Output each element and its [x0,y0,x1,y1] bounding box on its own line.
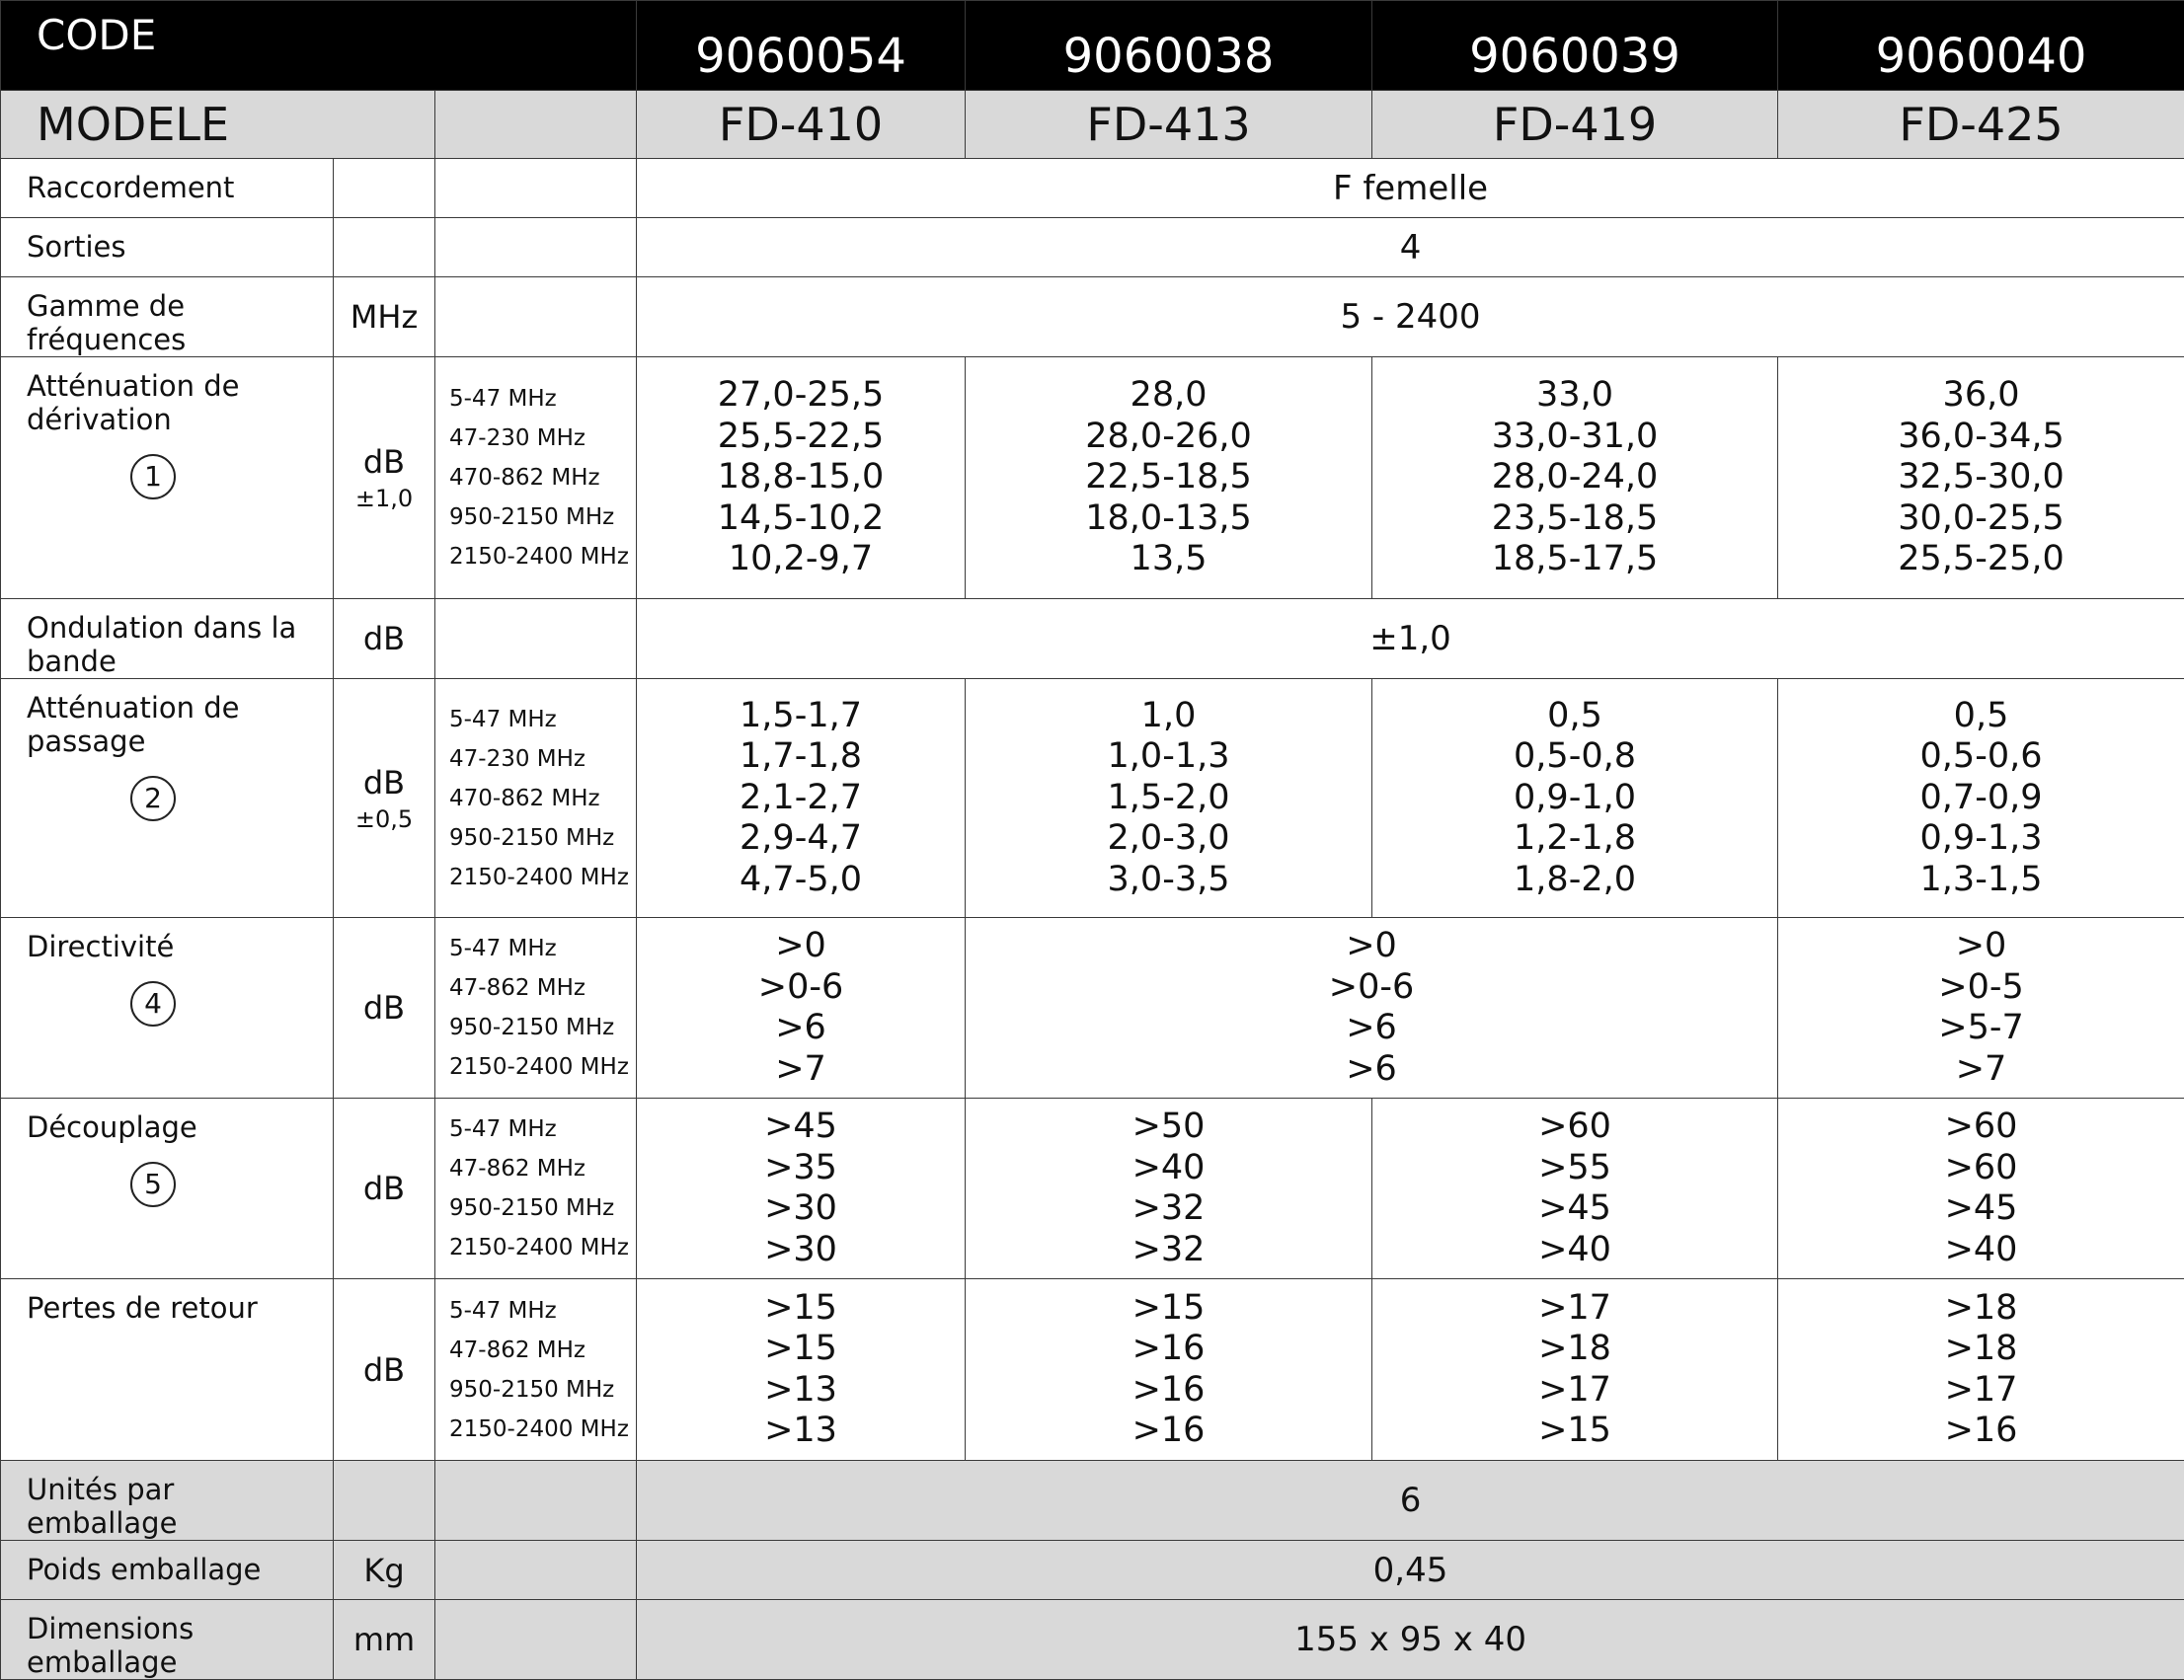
spec-value: >16 [966,1370,1371,1412]
circled-marker: 2 [130,776,176,821]
unit-label: dB [363,443,405,481]
spec-value: >7 [1778,1049,2184,1091]
spec-value: 1,7-1,8 [637,736,965,778]
unit-label: dB [363,764,405,802]
code-value: 9060039 [1372,1,1778,91]
value-cell [637,918,966,1099]
param-value: 5 - 2400 [637,277,2184,357]
value-list [637,375,965,580]
spec-value: >32 [966,1230,1371,1271]
range-cell [435,599,637,679]
spec-value: >13 [637,1370,965,1412]
spec-value: 28,0-24,0 [1372,457,1777,498]
value-cell [637,1099,966,1279]
spec-value: 1,0-1,3 [966,736,1371,778]
frequency-range: 950-2150 MHz [449,497,636,537]
param-value: 6 [637,1461,2184,1541]
row-raccordement [1,159,2184,218]
unit-cell: MHz [334,277,435,357]
circled-marker: 4 [130,981,176,1027]
spec-value: 23,5-18,5 [1372,498,1777,540]
unit-cell: dB [334,599,435,679]
spec-value: 4,7-5,0 [637,860,965,901]
spec-value: >40 [1778,1230,2184,1271]
spec-value: >16 [1778,1411,2184,1452]
value-cell [966,357,1372,599]
spec-value: >18 [1372,1329,1777,1370]
frequency-range: 5-47 MHz [449,379,636,419]
param-value: 0,45 [637,1541,2184,1600]
value-cell [1778,357,2184,599]
param-label: Poids emballage [1,1541,334,1600]
unit-cell: Kg [334,1541,435,1600]
value-cell [637,679,966,918]
value-cell [1372,357,1778,599]
value-list [1372,696,1777,901]
spec-value: >18 [1778,1288,2184,1330]
range-cell [435,1600,637,1680]
spec-value: >15 [1372,1411,1777,1452]
value-list [966,926,1777,1090]
value-list [966,1288,1371,1452]
param-label: Dimensions emballage [1,1600,334,1680]
param-label-cell [1,918,334,1099]
spec-value: 25,5-25,0 [1778,539,2184,580]
range-list [449,700,636,897]
value-list [966,375,1371,580]
spec-value: >40 [1372,1230,1777,1271]
row-passage [1,679,2184,918]
spec-value: >6 [637,1008,965,1049]
model-value: FD-425 [1778,91,2184,159]
range-cell [435,918,637,1099]
model-value: FD-413 [966,91,1372,159]
spec-value: 18,0-13,5 [966,498,1371,540]
spec-value: 14,5-10,2 [637,498,965,540]
code-row [1,1,2184,91]
value-cell [966,918,1778,1099]
param-label: Directivité [27,930,333,963]
param-label: Gamme de fréquences [1,277,334,357]
spec-value: 1,0 [966,696,1371,737]
value-list [1778,696,2184,901]
unit-cell: dB [334,1099,435,1279]
range-cell [435,159,637,218]
frequency-range: 5-47 MHz [449,1109,636,1149]
spec-value: >16 [966,1411,1371,1452]
spec-value: 25,5-22,5 [637,417,965,458]
value-cell [1372,1099,1778,1279]
spec-value: >15 [637,1329,965,1370]
value-list [1778,1288,2184,1452]
unit-cell [334,1461,435,1541]
spec-value: >18 [1778,1329,2184,1370]
row-dimensions [1,1600,2184,1680]
row-ondulation [1,599,2184,679]
range-cell [435,218,637,277]
value-list [966,1107,1371,1270]
spec-value: 36,0 [1778,375,2184,417]
spec-value: >6 [966,1049,1777,1091]
param-value: 155 x 95 x 40 [637,1600,2184,1680]
spec-value: >50 [966,1107,1371,1148]
row-pertes [1,1279,2184,1461]
frequency-range: 47-230 MHz [449,739,636,779]
model-value: FD-410 [637,91,966,159]
spec-value: 27,0-25,5 [637,375,965,417]
value-list [1372,1288,1777,1452]
spec-value: 1,3-1,5 [1778,860,2184,901]
frequency-range: 950-2150 MHz [449,1008,636,1047]
row-poids [1,1541,2184,1600]
spec-value: 1,5-2,0 [966,778,1371,819]
spec-value: >16 [966,1329,1371,1370]
empty-cell [435,91,637,159]
spec-value: 1,2-1,8 [1372,818,1777,860]
value-cell [966,679,1372,918]
value-list [637,1107,965,1270]
spec-value: 0,9-1,0 [1372,778,1777,819]
frequency-range: 2150-2400 MHz [449,1228,636,1267]
spec-value: 36,0-34,5 [1778,417,2184,458]
spec-value: 18,8-15,0 [637,457,965,498]
row-sorties [1,218,2184,277]
spec-value: 13,5 [966,539,1371,580]
frequency-range: 2150-2400 MHz [449,1410,636,1449]
param-label-cell [1,357,334,599]
spec-value: 0,5-0,8 [1372,736,1777,778]
spec-value: >17 [1778,1370,2184,1412]
row-directivite [1,918,2184,1099]
value-cell [1372,1279,1778,1461]
code-label: CODE [1,1,637,91]
range-cell [435,679,637,918]
unit-cell: dB [334,1279,435,1461]
frequency-range: 2150-2400 MHz [449,537,636,576]
spec-value: >45 [1778,1188,2184,1230]
value-list [637,926,965,1090]
spec-value: >17 [1372,1288,1777,1330]
value-cell [1778,679,2184,918]
spec-value: 0,5-0,6 [1778,736,2184,778]
param-label: Pertes de retour [1,1279,334,1461]
tolerance-label: ±0,5 [334,805,434,833]
code-value: 9060038 [966,1,1372,91]
param-label: Ondulation dans la bande [1,599,334,679]
value-cell [966,1099,1372,1279]
spec-value: >35 [637,1148,965,1189]
param-label: Atténuation de passage [27,691,333,758]
param-label: Sorties [1,218,334,277]
spec-value: >13 [637,1411,965,1452]
spec-value: >0-6 [966,967,1777,1009]
frequency-range: 47-862 MHz [449,1331,636,1370]
value-list [637,696,965,901]
frequency-range: 950-2150 MHz [449,1188,636,1228]
frequency-range: 5-47 MHz [449,1291,636,1331]
range-cell [435,357,637,599]
value-cell [966,1279,1372,1461]
range-cell [435,1461,637,1541]
frequency-range: 47-230 MHz [449,419,636,458]
range-cell [435,1541,637,1600]
param-value: ±1,0 [637,599,2184,679]
spec-value: >0-6 [637,967,965,1009]
spec-value: 32,5-30,0 [1778,457,2184,498]
frequency-range: 5-47 MHz [449,700,636,739]
spec-value: >60 [1778,1107,2184,1148]
frequency-range: 2150-2400 MHz [449,858,636,897]
spec-value: >0-5 [1778,967,2184,1009]
spec-value: 0,5 [1372,696,1777,737]
param-value: F femelle [637,159,2184,218]
spec-value: 0,7-0,9 [1778,778,2184,819]
row-gamme [1,277,2184,357]
frequency-range: 950-2150 MHz [449,1370,636,1410]
value-list [1372,1107,1777,1270]
spec-value: >5-7 [1778,1008,2184,1049]
value-list [1778,1107,2184,1270]
spec-value: >0 [637,926,965,967]
unit-cell: dB [334,918,435,1099]
frequency-range: 470-862 MHz [449,779,636,818]
spec-value: >55 [1372,1148,1777,1189]
value-cell [1778,918,2184,1099]
range-list [449,379,636,576]
unit-cell [334,218,435,277]
spec-value: >17 [1372,1370,1777,1412]
circled-marker: 1 [130,454,176,499]
unit-cell: mm [334,1600,435,1680]
spec-value: 30,0-25,5 [1778,498,2184,540]
row-decouplage [1,1099,2184,1279]
model-value: FD-419 [1372,91,1778,159]
spec-value: >45 [637,1107,965,1148]
spec-value: >60 [1372,1107,1777,1148]
spec-value: 28,0 [966,375,1371,417]
frequency-range: 47-862 MHz [449,968,636,1008]
value-list [1778,926,2184,1090]
param-label: Raccordement [1,159,334,218]
spec-value: >30 [637,1188,965,1230]
spec-value: 3,0-3,5 [966,860,1371,901]
spec-value: >60 [1778,1148,2184,1189]
frequency-range: 47-862 MHz [449,1149,636,1188]
spec-value: 22,5-18,5 [966,457,1371,498]
spec-value: 1,5-1,7 [637,696,965,737]
spec-value: >40 [966,1148,1371,1189]
spec-value: 10,2-9,7 [637,539,965,580]
value-cell [1372,679,1778,918]
spec-value: 28,0-26,0 [966,417,1371,458]
unit-cell [334,679,435,918]
frequency-range: 5-47 MHz [449,929,636,968]
range-cell [435,1099,637,1279]
spec-value: 2,1-2,7 [637,778,965,819]
param-value: 4 [637,218,2184,277]
spec-value: >0 [966,926,1777,967]
range-list [449,1291,636,1449]
value-list [1372,375,1777,580]
model-row [1,91,2184,159]
param-label: Découplage [27,1110,333,1144]
param-label: Unités par emballage [1,1461,334,1541]
spec-value: >7 [637,1049,965,1091]
row-unites [1,1461,2184,1541]
spec-value: 0,9-1,3 [1778,818,2184,860]
param-label-cell [1,679,334,918]
spec-value: 18,5-17,5 [1372,539,1777,580]
value-cell [1778,1279,2184,1461]
code-value: 9060054 [637,1,966,91]
value-cell [1778,1099,2184,1279]
param-label-cell [1,1099,334,1279]
spec-value: 1,8-2,0 [1372,860,1777,901]
model-label: MODELE [1,91,435,159]
spec-value: >45 [1372,1188,1777,1230]
range-cell [435,1279,637,1461]
spec-value: 33,0 [1372,375,1777,417]
spec-value: >32 [966,1188,1371,1230]
value-cell [637,1279,966,1461]
row-derivation [1,357,2184,599]
frequency-range: 2150-2400 MHz [449,1047,636,1087]
param-label: Atténuation de dérivation [27,369,333,436]
spec-value: >15 [966,1288,1371,1330]
unit-cell [334,357,435,599]
value-cell [637,357,966,599]
range-list [449,929,636,1087]
range-cell [435,277,637,357]
circled-marker: 5 [130,1162,176,1207]
spec-value: 2,0-3,0 [966,818,1371,860]
code-value: 9060040 [1778,1,2184,91]
spec-value: 2,9-4,7 [637,818,965,860]
spec-value: 33,0-31,0 [1372,417,1777,458]
frequency-range: 470-862 MHz [449,458,636,497]
unit-cell [334,159,435,218]
tolerance-label: ±1,0 [334,485,434,512]
range-list [449,1109,636,1267]
spec-value: >30 [637,1230,965,1271]
frequency-range: 950-2150 MHz [449,818,636,858]
spec-value: >0 [1778,926,2184,967]
value-list [1778,375,2184,580]
value-list [637,1288,965,1452]
spec-value: 0,5 [1778,696,2184,737]
spec-value: >6 [966,1008,1777,1049]
spec-value: >15 [637,1288,965,1330]
value-list [966,696,1371,901]
